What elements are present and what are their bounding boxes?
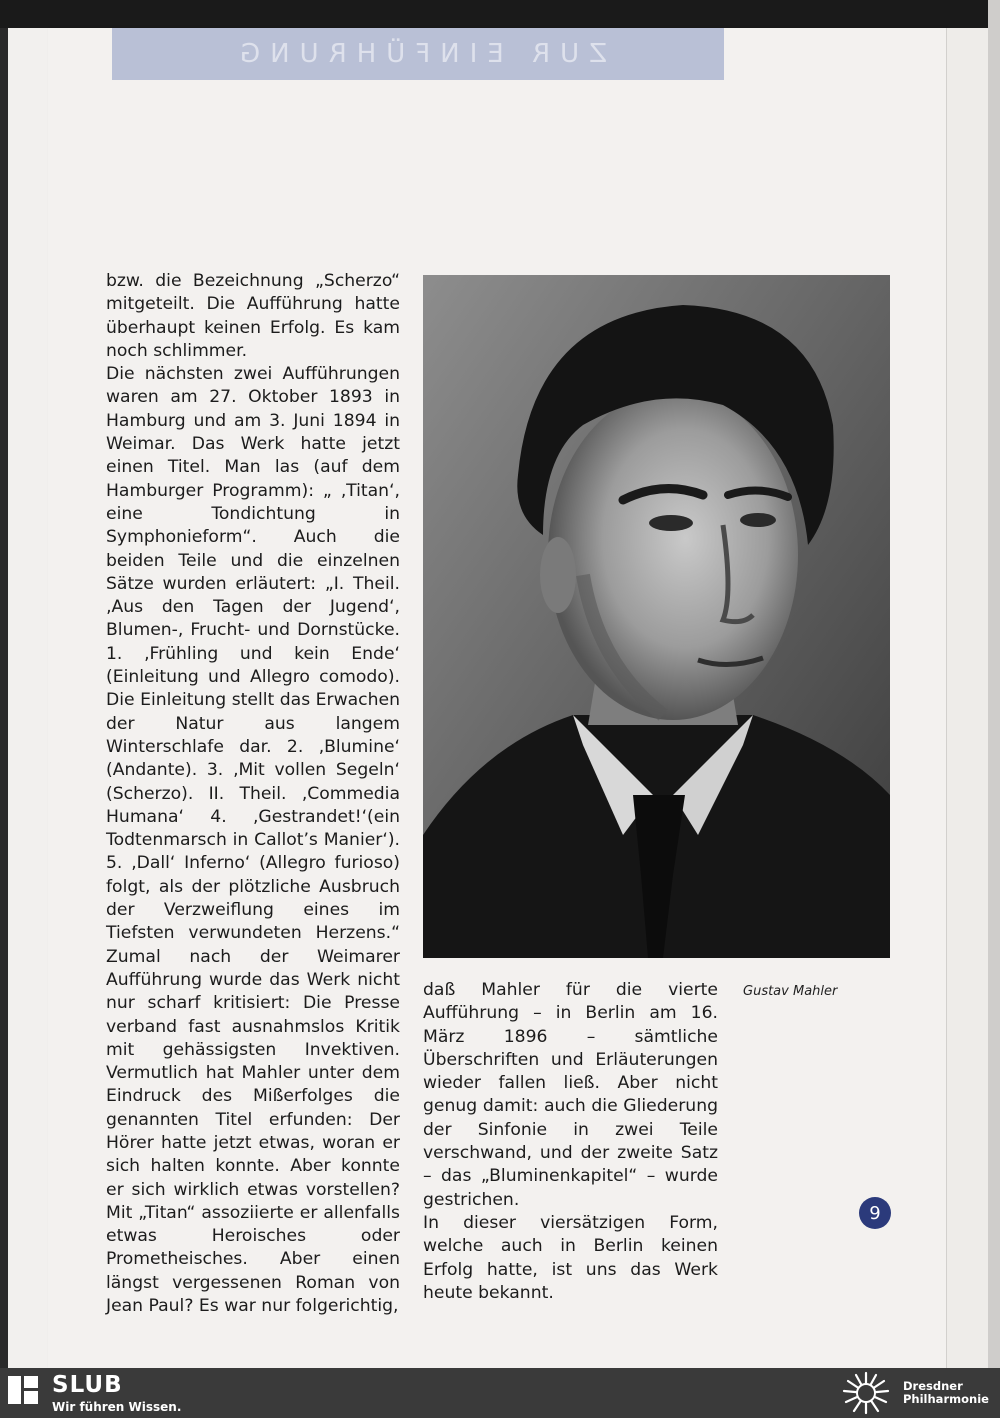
running-header-text: ZUR EINFÜHRUNG <box>229 39 607 69</box>
text-column-left <box>106 270 400 1318</box>
philharmonie-sunburst-icon <box>840 1371 892 1415</box>
scan-border-right <box>988 0 1000 1370</box>
portrait-photo <box>423 275 890 958</box>
digitization-footer <box>0 1368 1000 1418</box>
previous-page-edge <box>8 28 49 1368</box>
book-spine <box>0 28 8 1368</box>
library-name: SLUB <box>52 1372 123 1398</box>
partner-name <box>903 1380 989 1406</box>
portrait-image <box>423 275 890 958</box>
text-column-right <box>423 979 718 1305</box>
paragraph: daß Mahler für die vierte Aufführung – in Berlin am 16. März 1896 – sämtliche Überschriften und Erläuterungen wieder fallen ließ. Aber nicht genug damit: auch die Gliederung der Sinfonie in zwei Teile verschwand, und der zweite Satz – das „Bluminenkapitel“ – wurde gestrichen. <box>423 980 718 1210</box>
slub-logo-icon <box>8 1376 38 1404</box>
page-edge-right <box>946 28 989 1368</box>
partner-name-line2: Philharmonie <box>903 1392 989 1406</box>
running-header <box>112 28 724 80</box>
paragraph: In dieser viersätzigen Form, welche auch in Berlin keinen Erfolg hatte, ist uns das Werk heute bekannt. <box>423 1212 718 1303</box>
scan-border-top <box>0 0 1000 28</box>
library-tagline: Wir führen Wissen. <box>52 1400 182 1414</box>
paragraph: Die nächsten zwei Aufführungen waren am 27. Oktober 1893 in Hamburg und am 3. Juni 1894 in Weimar. Das Werk hatte jetzt einen Titel. Man las (auf dem Hamburger Programm): „ ‚Titan‘, eine Tondichtung in Symphonieform“. Auch die beiden Teile und die einzelnen Sätze wurden erläutert: „I. Theil. ‚Aus den Tagen der Jugend‘, Blumen-, Frucht- und Dornstücke. 1. ‚Frühling und kein Ende‘ (Einleitung und Allegro comodo). Die Einleitung stellt das Erwachen der Natur aus langem Winterschlafe dar. 2. ‚Blumine‘ (Andante). 3. ‚Mit vollen Segeln‘ (Scherzo). II. Theil. ‚Commedia Humana‘ 4. ‚Gestrandet!‘(ein Todtenmarsch in Callot’s Manier‘). 5. ‚Dall‘ Inferno‘ (Allegro furioso) folgt, als der plötzliche Ausbruch der Verzweiflung eines im Tiefsten verwundeten Herzens.“ Zumal nach der Weimarer Aufführung wurde das Werk nicht nur scharf kritisiert: Die Presse verband fast ausnahmslos Kritik mit gehässigsten Invektiven. Vermutlich hat Mahler unter dem Eindruck des Mißerfolges die genannten Titel erfunden: Der Hörer hatte jetzt etwas, woran er sich halten konnte. Aber konnte er sich wirklich etwas vorstellen? Mit „Titan“ assoziierte er allenfalls etwas Heroisches oder Prometheisches. Aber einen längst vergessenen Roman von Jean Paul? Es war nur folgerichtig, <box>106 364 400 1317</box>
partner-name-line1: Dresdner <box>903 1379 963 1393</box>
page-number-badge: 9 <box>859 1197 891 1229</box>
paragraph: bzw. die Bezeichnung „Scherzo“ mitgeteilt. Die Aufführung hatte überhaupt keinen Erfolg. Es kam noch schlimmer. <box>106 271 400 361</box>
photo-caption: Gustav Mahler <box>743 984 838 999</box>
